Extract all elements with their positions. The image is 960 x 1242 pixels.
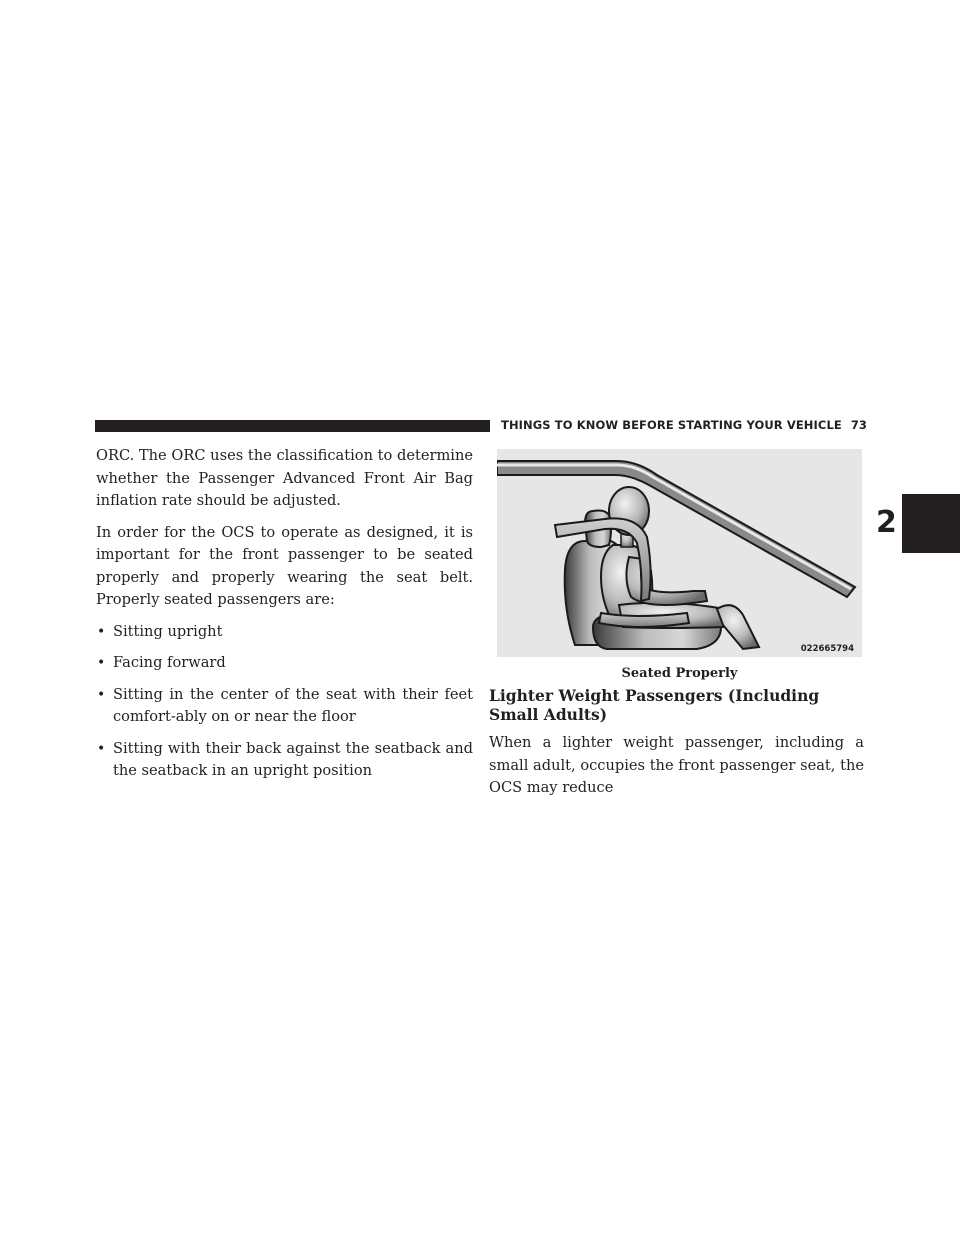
bullet-icon: • <box>97 740 106 757</box>
seated-passenger-icon <box>497 449 862 657</box>
section-title: THINGS TO KNOW BEFORE STARTING YOUR VEHICLE <box>501 418 842 432</box>
paragraph: When a lighter weight passenger, including a small adult, occupies the front passenger seat, the OCS may reduce <box>489 734 864 796</box>
seated-properly-illustration <box>497 449 862 657</box>
section-heading: Lighter Weight Passengers (Including Small Adults) <box>489 686 820 724</box>
page-number: 73 <box>850 418 868 432</box>
list-item-text: Sitting with their back against the seatback and the seatback in an upright position <box>113 739 473 779</box>
list-item-text: Sitting in the center of the seat with their feet comfort-ably on or near the floor <box>113 685 473 725</box>
list-item-text: Sitting upright <box>113 622 223 640</box>
paragraph: In order for the OCS to operate as designed, it is important for the front passenger to be seated properly and properly wearing the seat belt. Properly seated passengers are: <box>96 523 473 608</box>
running-header <box>501 418 871 436</box>
list-item <box>96 652 473 675</box>
left-column <box>96 445 473 792</box>
bullet-icon: • <box>97 686 106 703</box>
paragraph: ORC. The ORC uses the classification to determine whether the Passenger Advanced Front Air Bag inflation rate should be adjusted. <box>96 447 473 509</box>
figure-code: 022665794 <box>800 644 854 654</box>
right-column <box>489 732 864 800</box>
bullet-list <box>96 621 473 783</box>
header-rule <box>95 420 490 432</box>
bullet-icon: • <box>97 655 106 671</box>
list-item <box>96 621 473 644</box>
list-item <box>96 738 473 783</box>
bullet-icon: • <box>97 623 106 640</box>
chapter-number: 2 <box>876 505 897 540</box>
list-item <box>96 684 473 729</box>
figure-caption: Seated Properly <box>621 666 738 681</box>
chapter-tab <box>902 494 960 553</box>
list-item-text: Facing forward <box>113 654 226 671</box>
